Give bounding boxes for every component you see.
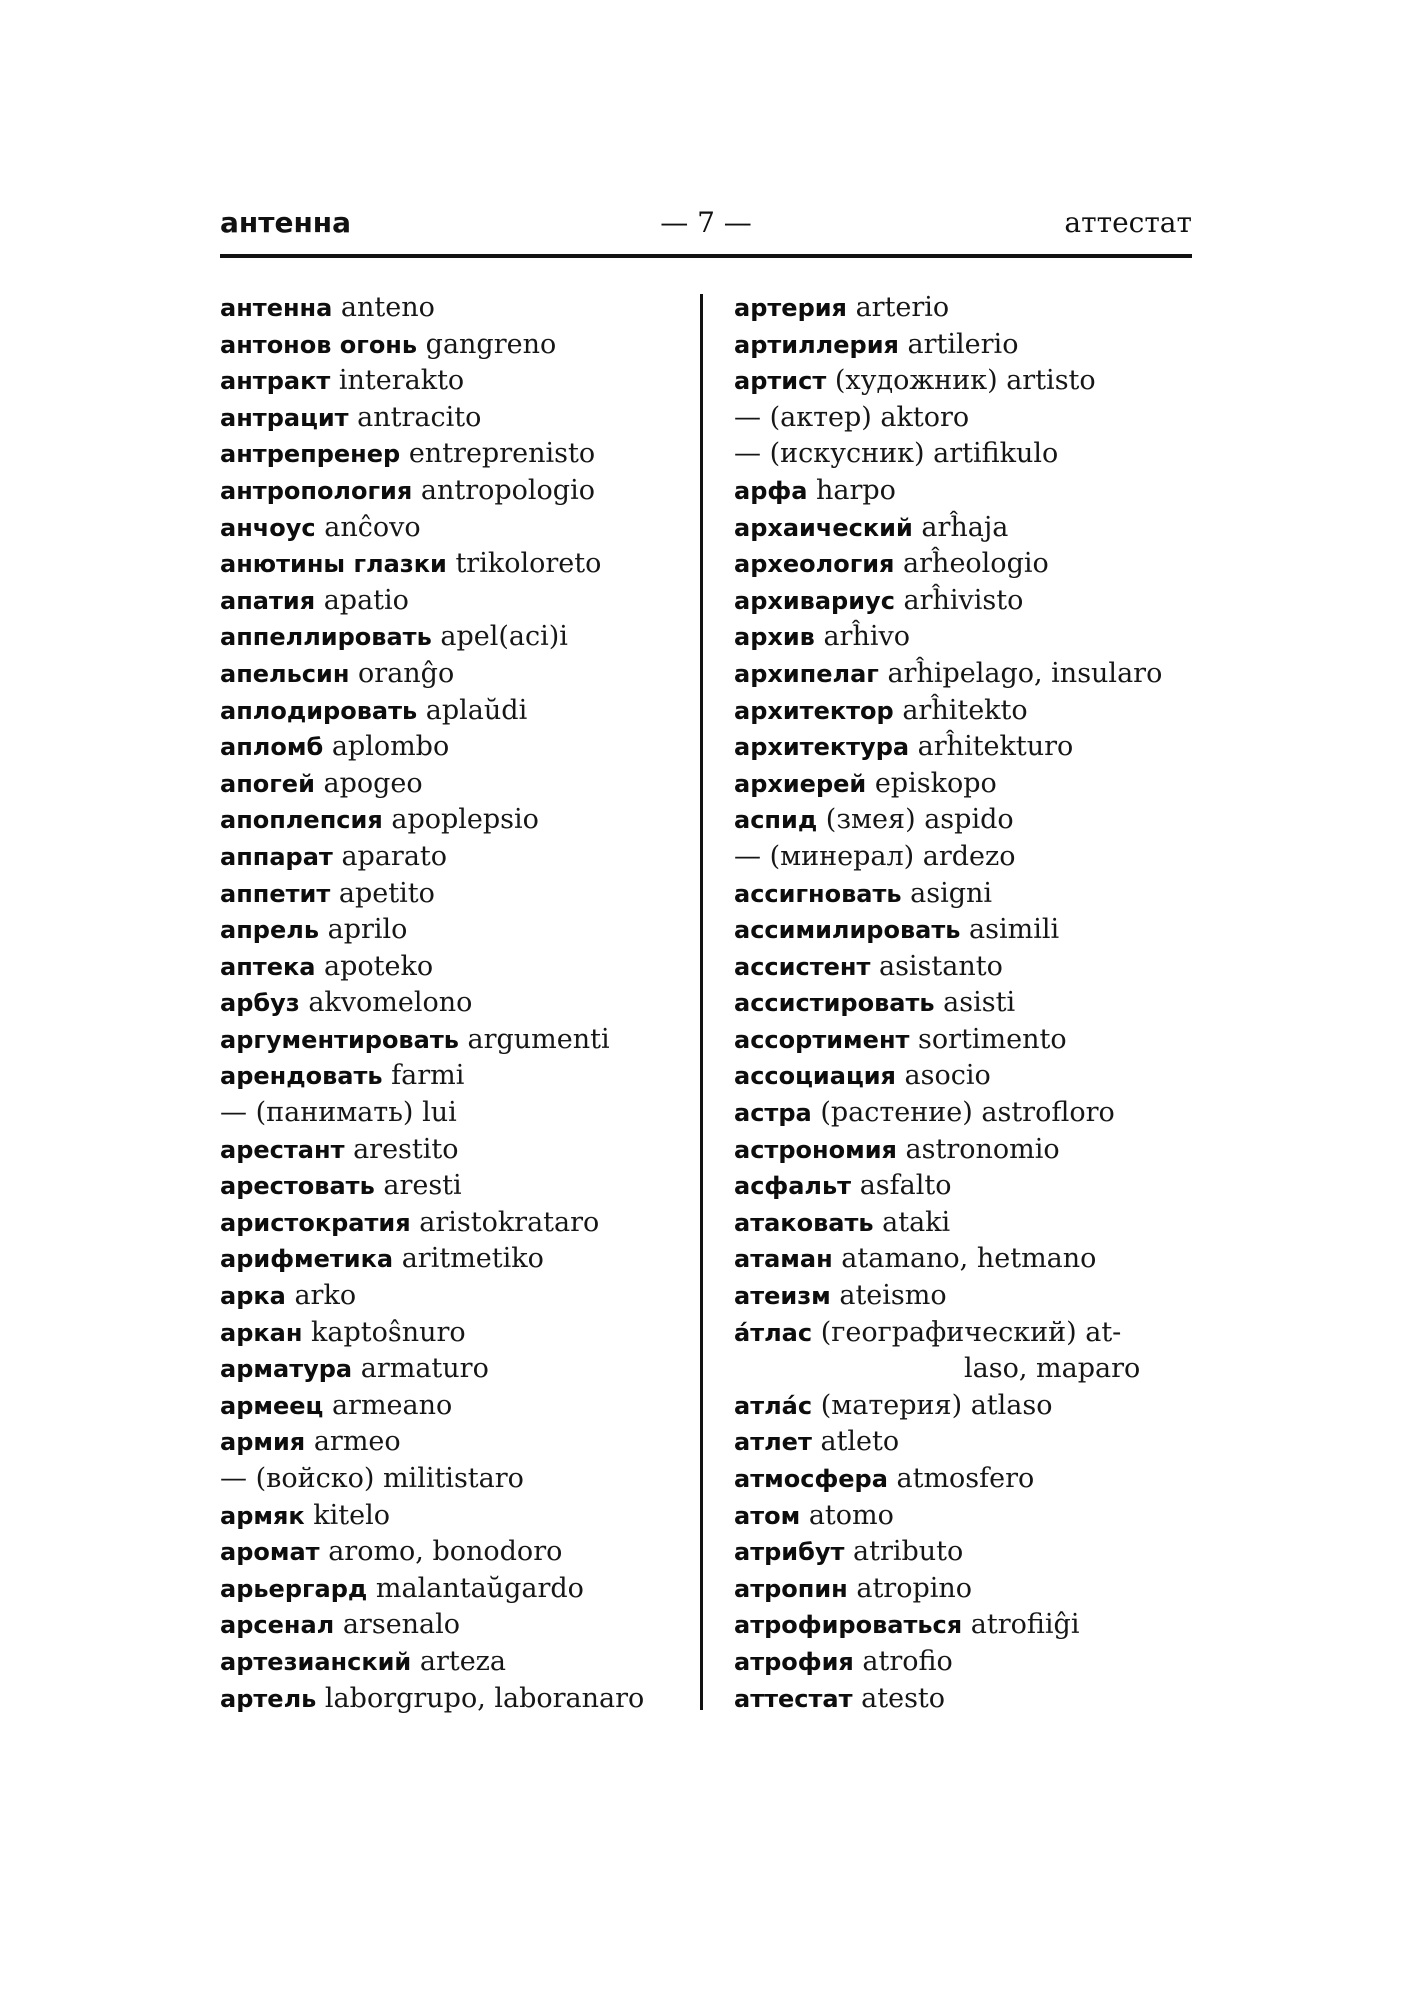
entry-translation: atamano, hetmano [841, 1243, 1097, 1275]
entry-headword: асфальт [734, 1172, 852, 1201]
entry-translation: asisti [943, 987, 1016, 1019]
entry-headword: атлет [734, 1428, 812, 1457]
entry-headword: астра [734, 1099, 812, 1128]
left-column [220, 290, 680, 1717]
entry-translation: asfalto [859, 1170, 952, 1202]
dictionary-entry [220, 363, 680, 400]
dictionary-entry [220, 473, 680, 510]
entry-headword: аппетит [220, 879, 331, 908]
entry-headword: аристократия [220, 1208, 411, 1237]
entry-headword: артезианский [220, 1647, 412, 1676]
dictionary-entry [734, 583, 1204, 620]
entry-translation: episkopo [874, 767, 997, 799]
entry-translation: sortimento [918, 1023, 1067, 1055]
entry-translation: atrofio [862, 1645, 953, 1677]
dictionary-entry [220, 802, 680, 839]
dictionary-entry [734, 290, 1204, 327]
entry-translation: arĥitekturo [917, 731, 1074, 763]
entry-translation: apogeo [323, 767, 423, 799]
dictionary-entry [734, 619, 1204, 656]
entry-headword: архивариус [734, 586, 895, 615]
dictionary-entry [220, 839, 680, 876]
entry-translation: argumenti [467, 1023, 610, 1055]
entry-headword: атлáс [734, 1391, 813, 1420]
entry-translation: anteno [340, 292, 435, 323]
entry-translation: atesto [861, 1682, 946, 1714]
entry-translation: antracito [357, 401, 482, 433]
header-rule [220, 254, 1192, 258]
entry-translation: atomo [808, 1499, 894, 1531]
entry-headword: арсенал [220, 1611, 335, 1640]
entry-headword: арьергард [220, 1574, 368, 1603]
entry-translation: aparato [341, 840, 448, 872]
dictionary-entry [734, 1132, 1204, 1169]
dictionary-entry [734, 1498, 1204, 1535]
entry-headword: астрономия [734, 1135, 897, 1164]
dictionary-entry [734, 729, 1204, 766]
entry-headword: апоплепсия [220, 806, 383, 835]
entry-translation: entreprenisto [408, 438, 596, 470]
entry-headword: аромат [220, 1538, 320, 1567]
dictionary-entry [220, 1022, 680, 1059]
dictionary-entry [734, 1095, 1204, 1132]
entry-headword: аплодировать [220, 696, 418, 725]
entry-translation: atrofiiĝi [970, 1609, 1080, 1641]
entry-translation: aplaŭdi [425, 694, 528, 726]
entry-translation: aktoro [880, 401, 970, 433]
entry-translation: arko [294, 1280, 357, 1312]
dictionary-entry [734, 1278, 1204, 1315]
entry-headword: антропология [220, 476, 413, 505]
dictionary-entry [220, 693, 680, 730]
entry-translation: anĉovo [324, 511, 421, 543]
entry-translation: antropologio [420, 474, 595, 506]
entry-headword: атрофия [734, 1647, 854, 1676]
entry-note: — (искусник) [734, 438, 925, 470]
entry-headword: ассигновать [734, 879, 902, 908]
dictionary-entry [220, 1571, 680, 1608]
entry-headword: антонов огонь [220, 330, 418, 359]
entry-translation: arĥitekto [902, 694, 1028, 726]
entry-headword: аспид [734, 806, 818, 835]
dictionary-entry [220, 1607, 680, 1644]
entry-translation: akvomelono [308, 987, 473, 1019]
entry-translation: artisto [1006, 365, 1096, 397]
entry-translation: militistaro [382, 1463, 524, 1494]
dictionary-entry [734, 1058, 1204, 1095]
dictionary-entry [220, 1534, 680, 1571]
entry-headword: аттестат [734, 1684, 853, 1713]
entry-note: — (минерал) [734, 840, 915, 872]
dictionary-entry [220, 290, 680, 327]
dictionary-entry [734, 985, 1204, 1022]
entry-headword: ассистент [734, 952, 871, 981]
entry-headword: апогей [220, 769, 315, 798]
entry-headword: апатия [220, 586, 316, 615]
entry-translation: arĥeologio [903, 548, 1049, 580]
entry-headword: арфа [734, 476, 808, 505]
entry-translation: asigni [910, 877, 993, 909]
dictionary-entry [220, 1278, 680, 1315]
entry-headword: архитектура [734, 733, 910, 762]
dictionary-entry [220, 1461, 680, 1498]
dictionary-entry [734, 876, 1204, 913]
dictionary-entry [734, 473, 1204, 510]
dictionary-entry [734, 1022, 1204, 1059]
entry-headword: артерия [734, 294, 847, 322]
dictionary-entry [734, 693, 1204, 730]
entry-translation: laso, maparo [964, 1353, 1141, 1385]
dictionary-entry [734, 510, 1204, 547]
entry-translation: astronomio [905, 1133, 1060, 1165]
entry-translation: atlaso [970, 1389, 1053, 1421]
dictionary-entry [220, 1058, 680, 1095]
dictionary-entry [220, 1168, 680, 1205]
dictionary-entry [220, 1095, 680, 1132]
entry-translation: laborgrupo, laboranaro [324, 1682, 645, 1714]
entry-headword: арматура [220, 1355, 353, 1384]
dictionary-entry [734, 949, 1204, 986]
entry-headword: архаический [734, 513, 913, 542]
dictionary-entry [220, 766, 680, 803]
entry-headword: атрофироваться [734, 1611, 963, 1640]
entry-translation: aspido [924, 804, 1014, 836]
dictionary-entry [734, 656, 1204, 693]
dictionary-entry [220, 400, 680, 437]
dictionary-entry [734, 1351, 1204, 1388]
entry-translation: arsenalo [342, 1609, 461, 1641]
entry-headword: антрепренер [220, 440, 401, 469]
entry-translation: malantaŭgardo [375, 1572, 584, 1604]
entry-headword: арбуз [220, 989, 300, 1018]
column-divider [700, 294, 703, 1710]
dictionary-entry [734, 766, 1204, 803]
entry-headword: атеизм [734, 1282, 831, 1311]
dictionary-entry [220, 1205, 680, 1242]
entry-translation: atmosfero [896, 1463, 1035, 1494]
entry-headword: аппарат [220, 842, 333, 871]
entry-headword: архиерей [734, 769, 867, 798]
entry-translation: apatio [323, 584, 409, 616]
entry-translation: apetito [338, 877, 435, 909]
entry-translation: arĥivo [823, 621, 910, 653]
dictionary-entry [734, 839, 1204, 876]
dictionary-entry [220, 1681, 680, 1718]
entry-translation: artilerio [907, 328, 1019, 360]
entry-translation: interakto [338, 365, 465, 397]
entry-headword: архипелаг [734, 659, 879, 688]
entry-translation: atributo [853, 1536, 964, 1568]
dictionary-entry [734, 1388, 1204, 1425]
entry-headword: апломб [220, 733, 324, 762]
dictionary-entry [734, 363, 1204, 400]
entry-translation: ataki [882, 1206, 951, 1238]
entry-translation: apoteko [324, 950, 434, 982]
entry-translation: aromo, bonodoro [328, 1536, 563, 1568]
header-last-word: аттестат [1064, 206, 1192, 239]
entry-headword: анчоус [220, 513, 316, 542]
entry-translation: farmi [391, 1060, 465, 1092]
page-header [220, 206, 1192, 242]
dictionary-entry [734, 1168, 1204, 1205]
dictionary-entry [220, 1132, 680, 1169]
entry-headword: арендовать [220, 1062, 383, 1091]
dictionary-entry [734, 327, 1204, 364]
entry-translation: arĥaja [921, 511, 1009, 543]
entry-translation: artifikulo [933, 438, 1059, 470]
entry-headword: армеец [220, 1391, 324, 1420]
dictionary-entry [220, 619, 680, 656]
entry-translation: armaturo [360, 1353, 489, 1385]
entry-translation: kaptoŝnuro [311, 1316, 466, 1348]
entry-headword: ассимилировать [734, 916, 961, 945]
dictionary-entry [220, 436, 680, 473]
entry-headword: архитектор [734, 696, 894, 725]
entry-translation: ardezo [922, 840, 1016, 872]
dictionary-entry [220, 546, 680, 583]
entry-translation: lui [422, 1097, 457, 1129]
entry-headword: арестант [220, 1135, 345, 1164]
dictionary-entry [734, 1607, 1204, 1644]
entry-translation: aritmetiko [401, 1243, 544, 1275]
dictionary-entry [734, 400, 1204, 437]
dictionary-entry [220, 949, 680, 986]
entry-headword: ассистировать [734, 989, 935, 1018]
dictionary-entry [734, 912, 1204, 949]
entry-translation: astrofloro [981, 1097, 1115, 1129]
entry-headword: артист [734, 367, 827, 396]
entry-headword: армяк [220, 1501, 305, 1530]
entry-translation: asimili [969, 914, 1060, 946]
entry-headword: атропин [734, 1574, 848, 1603]
entry-translation: atropino [856, 1572, 973, 1604]
entry-translation: aresti [383, 1170, 462, 1202]
dictionary-entry [220, 912, 680, 949]
page-number: — 7 — [660, 206, 752, 239]
entry-translation: at- [1085, 1316, 1122, 1348]
entry-translation: harpo [815, 474, 896, 506]
entry-translation: arĥivisto [903, 584, 1024, 616]
dictionary-entry [734, 1644, 1204, 1681]
entry-headword: антракт [220, 367, 331, 396]
dictionary-entry [220, 1351, 680, 1388]
entry-translation: trikoloreto [455, 548, 602, 580]
entry-headword: арифметика [220, 1245, 394, 1274]
entry-translation: aristokrataro [419, 1206, 600, 1238]
entry-translation: armeo [313, 1426, 401, 1458]
dictionary-entry [220, 327, 680, 364]
dictionary-entry [220, 1644, 680, 1681]
entry-headword: артель [220, 1684, 317, 1713]
entry-translation: arestito [353, 1133, 459, 1165]
entry-translation: asocio [904, 1060, 991, 1092]
entry-translation: ateismo [839, 1280, 947, 1312]
dictionary-entry [734, 1681, 1204, 1718]
entry-translation: gangreno [425, 328, 557, 360]
entry-headword: антенна [220, 294, 333, 322]
entry-headword: апрель [220, 916, 319, 945]
entry-note: (растение) [820, 1097, 973, 1129]
entry-translation: atleto [820, 1426, 900, 1458]
entry-headword: архив [734, 623, 815, 652]
entry-headword: аппеллировать [220, 623, 432, 652]
entry-headword: аркан [220, 1318, 303, 1347]
dictionary-entry [220, 656, 680, 693]
entry-headword: ассортимент [734, 1025, 910, 1054]
entry-translation: armeano [331, 1389, 453, 1421]
entry-headword: анютины глазки [220, 550, 447, 579]
entry-translation: arterio [855, 292, 950, 323]
entry-translation: arteza [419, 1645, 506, 1677]
entry-translation: asistanto [878, 950, 1003, 982]
entry-headword: áтлас [734, 1318, 813, 1347]
dictionary-entry [220, 510, 680, 547]
entry-translation: aplombo [331, 731, 450, 763]
dictionary-entry [734, 1534, 1204, 1571]
dictionary-entry [220, 583, 680, 620]
entry-headword: антрацит [220, 403, 349, 432]
entry-headword: атмосфера [734, 1465, 888, 1493]
entry-headword: археология [734, 550, 895, 579]
dictionary-entry [220, 985, 680, 1022]
entry-note: — (панимать) [220, 1097, 414, 1129]
dictionary-entry [734, 546, 1204, 583]
entry-headword: атрибут [734, 1538, 845, 1567]
entry-headword: атаковать [734, 1208, 874, 1237]
entry-headword: апельсин [220, 659, 350, 688]
dictionary-entry [220, 1424, 680, 1461]
dictionary-entry [220, 876, 680, 913]
entry-note: — (актер) [734, 401, 872, 433]
entry-headword: аптека [220, 952, 316, 981]
entry-note: (художник) [834, 365, 998, 397]
entry-headword: атом [734, 1501, 801, 1530]
dictionary-entry [220, 1388, 680, 1425]
dictionary-entry [734, 1461, 1204, 1498]
entry-translation: kitelo [313, 1499, 391, 1531]
entry-note: (географический) [820, 1316, 1077, 1348]
entry-headword: арка [220, 1282, 286, 1311]
dictionary-entry [220, 1241, 680, 1278]
dictionary-entry [220, 1315, 680, 1352]
entry-headword: аргументировать [220, 1025, 459, 1054]
entry-translation: apel(aci)i [440, 621, 568, 653]
entry-translation: apoplepsio [391, 804, 539, 836]
dictionary-entry [734, 1424, 1204, 1461]
dictionary-entry [734, 802, 1204, 839]
entry-note: (змея) [825, 804, 916, 836]
dictionary-entry [734, 1315, 1204, 1352]
entry-headword: артиллерия [734, 330, 899, 359]
entry-translation: aprilo [327, 914, 408, 946]
entry-headword: ассоциация [734, 1062, 896, 1091]
dictionary-entry [734, 1571, 1204, 1608]
dictionary-entry [220, 1498, 680, 1535]
entry-headword: арестовать [220, 1172, 375, 1201]
dictionary-entry [220, 729, 680, 766]
entry-translation: arĥipelago, insularo [887, 657, 1163, 689]
header-first-word: антенна [220, 206, 352, 239]
dictionary-entry [734, 1205, 1204, 1242]
dictionary-entry [734, 1241, 1204, 1278]
entry-translation: oranĝo [358, 657, 455, 689]
entry-headword: атаман [734, 1245, 833, 1274]
entry-note: — (войско) [220, 1463, 375, 1494]
right-column [734, 290, 1204, 1717]
entry-note: (материя) [820, 1389, 963, 1421]
dictionary-entry [734, 436, 1204, 473]
entry-headword: армия [220, 1428, 306, 1457]
